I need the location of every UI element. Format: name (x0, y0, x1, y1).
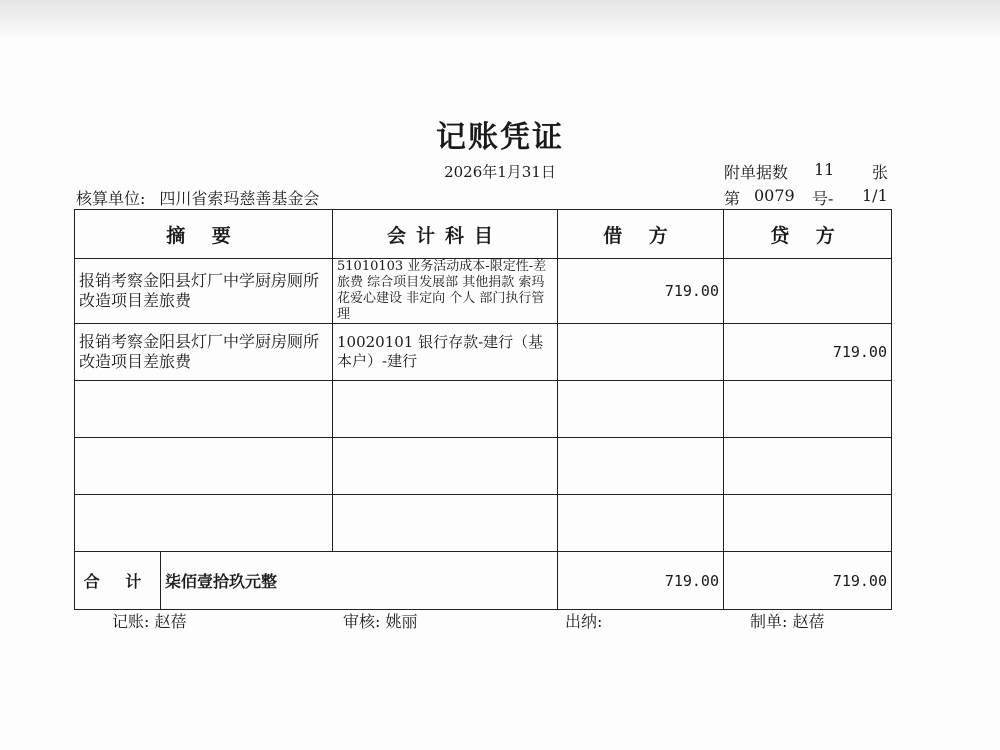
row-account: 10020101 银行存款-建行（基本户）-建行 (333, 324, 558, 381)
header-credit: 贷 方 (724, 210, 892, 259)
header-summary: 摘 要 (75, 210, 333, 259)
row-credit: 719.00 (724, 324, 892, 381)
row-summary: 报销考察金阳县灯厂中学厨房厕所改造项目差旅费 (75, 324, 333, 381)
scan-shadow (0, 0, 1000, 40)
cashier-signature: 出纳: (565, 612, 603, 631)
row-account (333, 495, 558, 552)
reviewer-signature: 审核: 姚丽 (343, 612, 418, 631)
attachment-label: 附单据数 (724, 163, 789, 182)
attachment-unit: 张 (872, 163, 889, 182)
total-row (75, 552, 892, 610)
row-debit (558, 381, 724, 438)
header-account: 会计科目 (333, 210, 558, 259)
row-debit (558, 495, 724, 552)
preparer-signature: 制单: 赵蓓 (750, 612, 825, 631)
voucher-number-suffix: 号- (812, 189, 834, 208)
voucher-table (74, 209, 892, 610)
row-debit (558, 438, 724, 495)
row-account (333, 438, 558, 495)
total-amount-in-words: 柒佰壹拾玖元整 (161, 552, 558, 610)
row-summary (75, 381, 333, 438)
voucher-number-value: 0079 (754, 186, 795, 205)
row-credit (724, 381, 892, 438)
table-row (75, 381, 892, 438)
row-summary: 报销考察金阳县灯厂中学厨房厕所改造项目差旅费 (75, 259, 333, 324)
voucher-title: 记账凭证 (436, 120, 564, 155)
table-row (75, 324, 892, 381)
accounting-unit (76, 186, 319, 209)
row-credit (724, 495, 892, 552)
row-summary (75, 495, 333, 552)
row-credit (724, 438, 892, 495)
accounting-unit-label: 核算单位: (76, 189, 146, 208)
row-account: 51010103 业务活动成本-限定性-差旅费 综合项目发展部 其他捐款 索玛花爱心建设 非定向 个人 部门执行管理 (333, 259, 558, 324)
table-row (75, 438, 892, 495)
row-debit: 719.00 (558, 259, 724, 324)
total-debit: 719.00 (558, 552, 724, 610)
row-summary (75, 438, 333, 495)
row-debit (558, 324, 724, 381)
voucher-page: 1/1 (862, 186, 888, 205)
row-account (333, 381, 558, 438)
table-row (75, 259, 892, 324)
row-credit (724, 259, 892, 324)
attachment-count: 11 (814, 160, 835, 179)
accounting-unit-value: 四川省索玛慈善基金会 (159, 189, 320, 208)
header-debit: 借 方 (558, 210, 724, 259)
signature-line (0, 609, 1000, 633)
table-row (75, 495, 892, 552)
voucher-date: 2026年1月31日 (444, 163, 556, 181)
total-credit: 719.00 (724, 552, 892, 610)
total-label: 合 计 (75, 552, 161, 610)
table-header-row (75, 210, 892, 259)
bookkeeper-signature: 记账: 赵蓓 (112, 612, 187, 631)
voucher-number-prefix: 第 (724, 189, 741, 208)
